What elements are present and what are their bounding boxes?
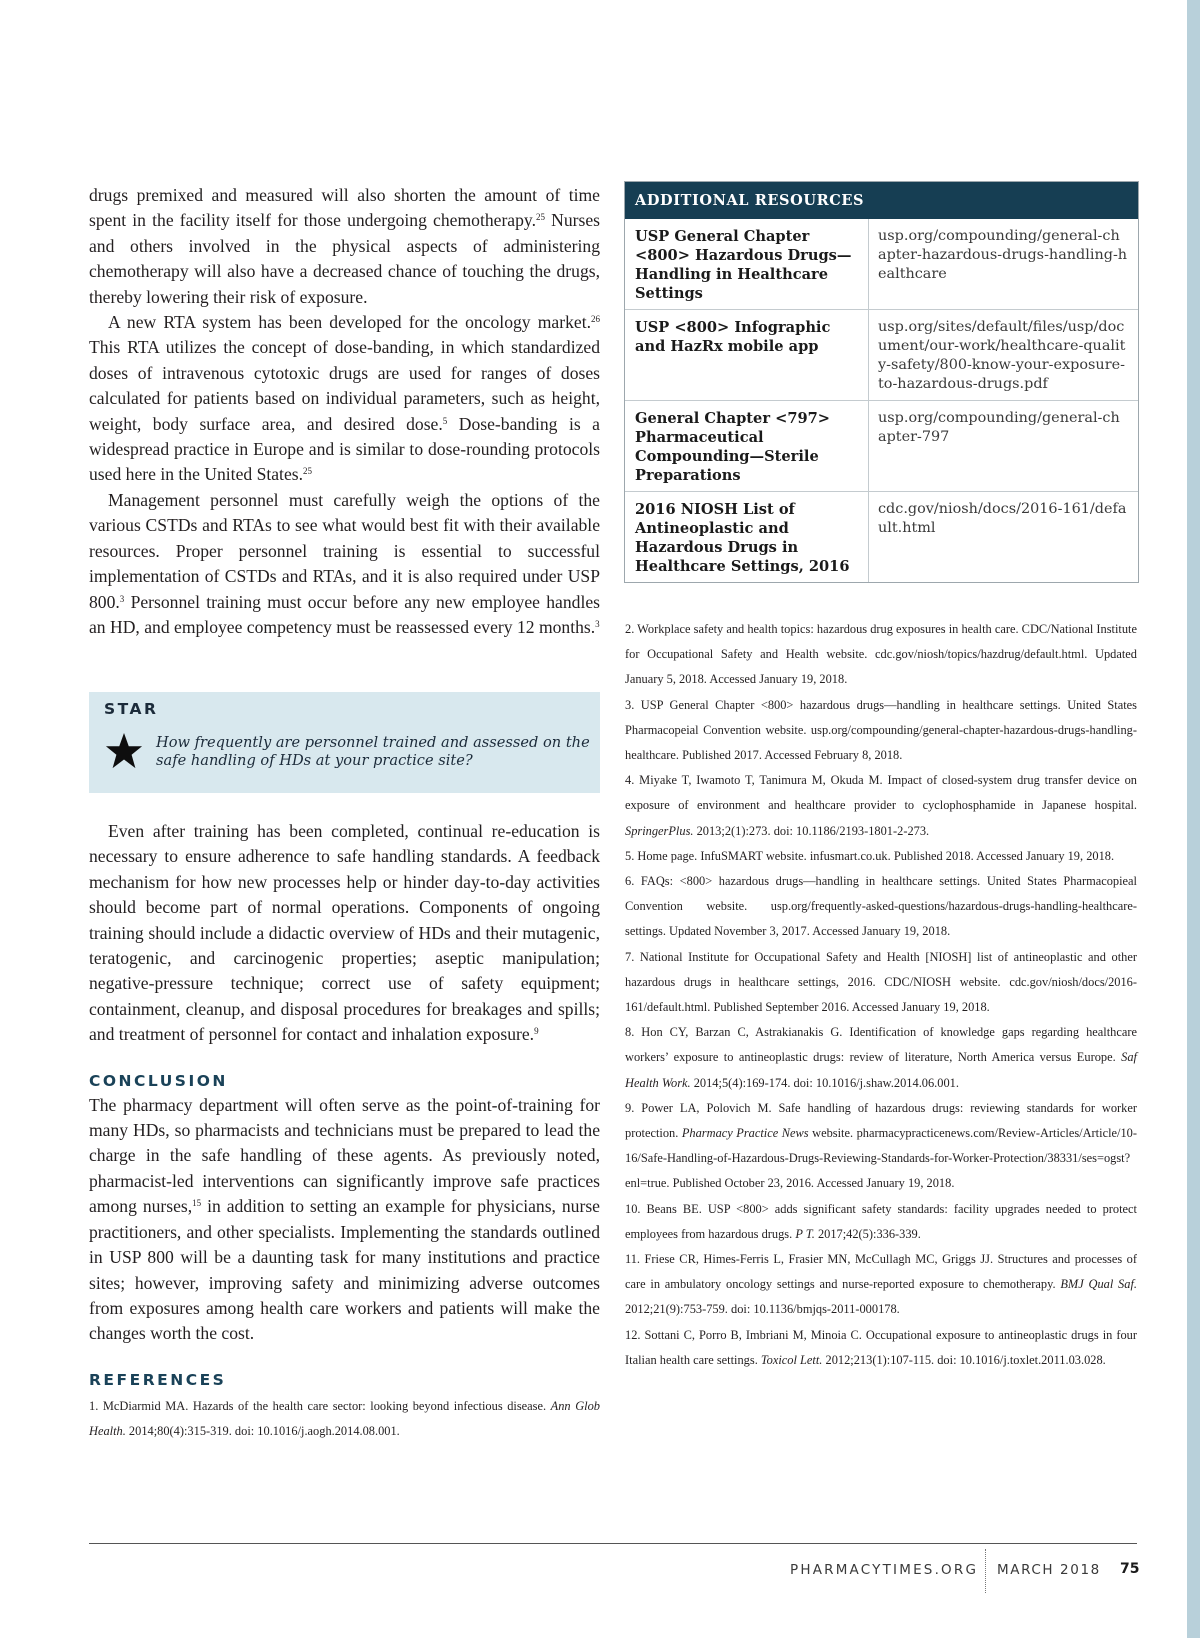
page-number: 75 bbox=[1120, 1561, 1140, 1577]
page-edge-color-bar bbox=[1187, 0, 1200, 1638]
conclusion-paragraph: The pharmacy department will often serve as the point-of-training for many HDs, so pharmacists and technicians must be prepared to lead the charge in the safe handling of these agents. As previously noted, pharmacist-led interventions can significantly improve safe practices among nurses,$^{15}$ in addition to setting an example for physicians, nurse practitioners, and other specialists. Implementing the standards outlined in USP 800 will be a daunting task for many institutions and practice sites; however, improving safety and minimizing adverse outcomes from exposures among health care workers and patients will make the changes worth the cost. bbox=[89, 1094, 600, 1344]
reference-9: 9. Power LA, Polovich M. Safe handling of hazardous drugs: reviewing standards for worker protection. Pharmacy Practice News website. pharmacypracticenews.com/Review-Articles/Article/10-16/Safe-Handling-of-Hazardous-Drugs-Reviewing-Standards-for-Worker-Protection/38331/ses=ogst?enl=true. Published October 23, 2016. Accessed January 19, 2018. bbox=[625, 1100, 1137, 1191]
reference-4: 4. Miyake T, Iwamoto T, Tanimura M, Okuda M. Impact of closed-system drug transfer device on exposure of environment and healthcare provider to cyclophosphamide in Japanese hospital. SpringerPlus. 2013;2(1):273. doi: 10.1186/2193-1801-2-273. bbox=[625, 773, 1137, 838]
reference-2: 2. Workplace safety and health topics: hazardous drug exposures in health care. CDC/National Institute for Occupational Safety and Health website. cdc.gov/niosh/topics/hazdrug/default.html. Updated January 5, 2018. Accessed January 19, 2018. bbox=[625, 622, 1137, 687]
star-icon bbox=[105, 732, 143, 770]
left-column-top bbox=[89, 183, 600, 640]
reference-5: 5. Home page. InfuSMART website. infusmart.co.uk. Published 2018. Accessed January 19, 2018. bbox=[625, 848, 1115, 863]
reference-11: 11. Friese CR, Himes-Ferris L, Frasier MN, McCullagh MC, Griggs JJ. Structures and processes of care in ambulatory oncology settings and nurse-reported exposure to chemotherapy. BMJ Qual Saf. 2012;21(9):753-759. doi: 10.1136/bmjqs-2011-000178. bbox=[625, 1252, 1137, 1317]
resource-name: General Chapter <797> Pharmaceutical Compounding—Sterile Preparations bbox=[625, 401, 869, 491]
resource-name: USP General Chapter <800> Hazardous Drugs—Handling in Healthcare Settings bbox=[625, 219, 869, 309]
resource-row bbox=[625, 491, 1138, 582]
reference-12: 12. Sottani C, Porro B, Imbriani M, Minoia C. Occupational exposure to antineoplastic drugs in four Italian health care settings. Toxicol Lett. 2012;213(1):107-115. doi: 10.1016/j.toxlet.2011.03.028. bbox=[625, 1327, 1137, 1367]
footer-divider bbox=[985, 1549, 986, 1593]
reference-8: 8. Hon CY, Barzan C, Astrakianakis G. Identification of knowledge gaps regarding healthcare workers’ exposure to antineoplastic drugs: review of literature, North America versus Europe. Saf Health Work. 2014;5(4):169-174. doi: 10.1016/j.shaw.2014.06.001. bbox=[625, 1025, 1137, 1090]
star-callout-box bbox=[89, 692, 600, 793]
footer-rule bbox=[89, 1543, 1137, 1544]
footer-website[interactable]: PHARMACYTIMES.ORG bbox=[790, 1562, 979, 1578]
resource-row bbox=[625, 309, 1138, 400]
resource-row bbox=[625, 400, 1138, 491]
reference-1: 1. McDiarmid MA. Hazards of the health care sector: looking beyond infectious disease. Ann Glob Health. 2014;80(4):315-319. doi: 10.1016/j.aogh.2014.08.001. bbox=[89, 1398, 600, 1438]
left-column-bottom bbox=[89, 819, 600, 1444]
additional-resources-table bbox=[624, 181, 1139, 583]
resource-row bbox=[625, 219, 1138, 309]
body-paragraph-2: A new RTA system has been developed for the oncology market.$^{26}$ This RTA utilizes the concept of dose-banding, in which standardized doses of intravenous cytotoxic drugs are used for ranges of doses calculated for patients based on individual parameters, such as height, weight, body surface area, and desired dose.$^5$ Dose-banding is a widespread practice in Europe and is similar to dose-rounding protocols used here in the United States.$^{25}$ bbox=[89, 312, 600, 485]
star-heading: STAR bbox=[104, 700, 159, 718]
resources-table-header bbox=[625, 182, 1138, 219]
resources-title: ADDITIONAL RESOURCES bbox=[635, 192, 865, 209]
reference-3: 3. USP General Chapter <800> hazardous drugs—handling in healthcare settings. United States Pharmacopeial Convention website. usp.org/compounding/general-chapter-hazardous-drugs-handling-healthcare. Published 2017. Accessed February 8, 2018. bbox=[625, 697, 1137, 763]
resource-link[interactable]: usp.org/compounding/general-chapter-797 bbox=[878, 410, 1120, 445]
references-list-right bbox=[625, 617, 1137, 1373]
resource-link[interactable]: usp.org/compounding/general-chapter-hazardous-drugs-handling-healthcare bbox=[878, 228, 1128, 282]
footer-issue-date: MARCH 2018 bbox=[997, 1562, 1101, 1578]
resource-link[interactable]: cdc.gov/niosh/docs/2016-161/default.html bbox=[878, 501, 1127, 536]
body-paragraph-1: drugs premixed and measured will also shorten the amount of time spent in the facility itself for those undergoing chemotherapy.$^{25}$ Nurses and others involved in the physical aspects of administering chemotherapy will also have a decreased chance of touching the drugs, thereby lowering their risk of exposure. bbox=[89, 185, 600, 307]
reference-10: 10. Beans BE. USP <800> adds significant safety standards: facility upgrades needed to protect employees from hazardous drugs. P T. 2017;42(5):336-339. bbox=[625, 1201, 1137, 1241]
resource-name: USP <800> Infographic and HazRx mobile app bbox=[625, 310, 869, 400]
resource-link[interactable]: usp.org/sites/default/files/usp/document/our-work/healthcare-quality-safety/800-know-your-exposure-to-hazardous-drugs.pdf bbox=[878, 319, 1126, 392]
conclusion-heading: CONCLUSION bbox=[89, 1071, 228, 1090]
reference-7: 7. National Institute for Occupational Safety and Health [NIOSH] list of antineoplastic and other hazardous drugs in healthcare settings, 2016. CDC/NIOSH website. cdc.gov/niosh/docs/2016-161/default.html. Published September 2016. Accessed January 19, 2018. bbox=[625, 949, 1137, 1015]
body-paragraph-4: Even after training has been completed, continual re-education is necessary to ensure adherence to safe handling standards. A feedback mechanism for how new processes help or hinder day-to-day activities should become part of normal operations. Components of ongoing training should include a didactic overview of HDs and their mutagenic, teratogenic, and carcinogenic properties; aseptic manipulation; negative-pressure technique; correct use of safety equipment; containment, cleanup, and disposal procedures for breakages and spills; and treatment of personnel for contact and inhalation exposure.$^9$ bbox=[89, 821, 600, 1045]
resource-name: 2016 NIOSH List of Antineoplastic and Hazardous Drugs in Healthcare Settings, 2016 bbox=[625, 492, 869, 582]
references-heading: REFERENCES bbox=[89, 1370, 227, 1389]
reference-6: 6. FAQs: <800> hazardous drugs—handling in healthcare settings. United States Pharmacopieal Convention website. usp.org/frequently-asked-questions/hazardous-drugs-handling-healthcare-settings. Updated November 3, 2017. Accessed January 19, 2018. bbox=[625, 874, 1137, 939]
body-paragraph-3: Management personnel must carefully weigh the options of the various CSTDs and RTAs to see what would best fit with their available resources. Proper personnel training is essential to successful implementation of CSTDs and RTAs, and it is also required under USP 800.$^3$ Personnel training must occur before any new employee handles an HD, and employee competency must be reassessed every 12 months.$^3$ bbox=[89, 489, 600, 637]
star-question: How frequently are personnel trained and assessed on the safe handling of HDs at your practice site? bbox=[156, 734, 590, 769]
